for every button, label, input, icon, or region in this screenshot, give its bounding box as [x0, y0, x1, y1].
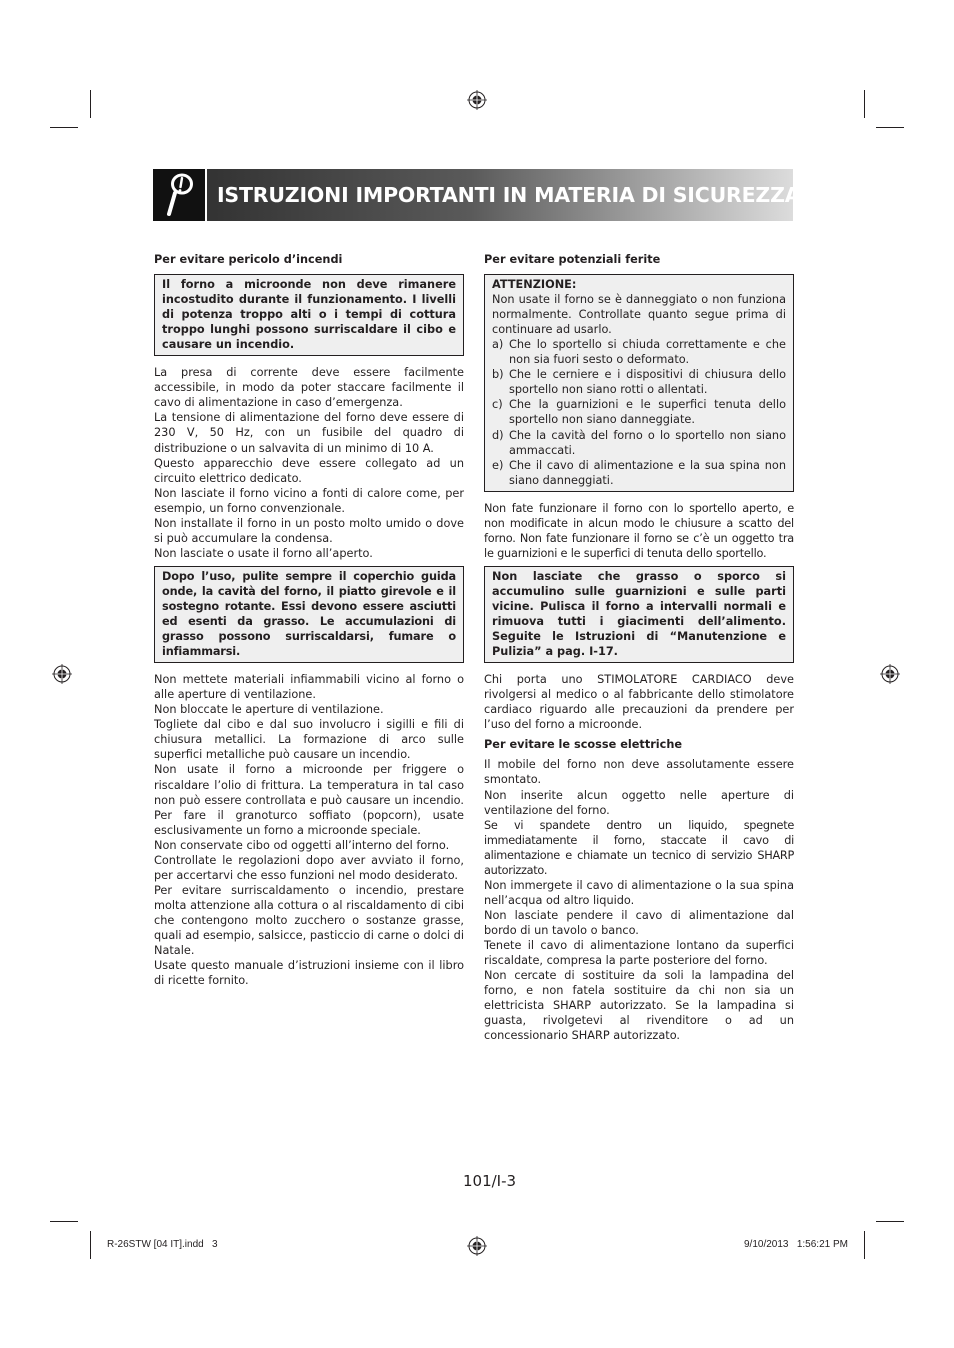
grease-warning-box	[484, 566, 794, 663]
registration-mark-icon	[880, 664, 900, 684]
cleaning-warning-box	[154, 566, 464, 663]
paragraph: Non conservate cibo od oggetti all’interno del forno.	[154, 838, 450, 852]
fire-warning-box	[154, 274, 464, 356]
electric-paragraphs	[484, 757, 794, 1043]
fire-paragraphs-2	[154, 672, 464, 988]
paragraph: Non cercate di sostituire da soli la lampadina del forno, e non fatela sostituire da chi non sia un elettricista SHARP autorizzato. Se la lampadina si guasta, rivolgetevi al rivenditore o ad un concessionario SHARP autorizzato.	[484, 969, 794, 1043]
cleaning-warning-text: Dopo l’uso, pulite sempre il coperchio guida onde, la cavità del forno, il piatto girevole e il sostegno rotante. Essi devono essere asciutti ed esenti da grasso. Le accumulazioni di grasso possono surriscaldarsi, fumare o infiammarsi.	[162, 569, 456, 659]
attention-box	[484, 274, 794, 492]
header-icon-box	[153, 169, 205, 221]
crop-mark	[50, 1221, 78, 1222]
attention-list	[492, 337, 786, 487]
paragraph: La tensione di alimentazione del forno deve essere di 230 V, 50 Hz, con un fusibile del quadro di distribuzione o un salvavita di un minimo di 10 A.	[154, 411, 464, 455]
list-item: e) Che il cavo di alimentazione e la sua spina non siano danneggiati.	[492, 458, 786, 487]
registration-mark-icon	[467, 90, 487, 110]
right-column	[484, 252, 794, 1043]
left-column	[154, 252, 464, 988]
paragraph: Non lasciate il forno vicino a fonti di calore come, per esempio, un forno convenzionale.	[154, 486, 464, 515]
crop-mark	[50, 127, 78, 128]
attention-intro: Non usate il forno se è danneggiato o non funziona normalmente. Controllate quanto segue prima di continuare ad usarlo.	[492, 293, 786, 337]
paragraph: Togliete dal cibo e dal suo involucro i sigilli e fili di chiusura metallici. La formazione di arco sulle superfici metalliche può causare un incendio.	[154, 718, 464, 762]
crop-mark	[90, 90, 91, 118]
paragraph: Chi porta uno STIMOLATORE CARDIACO deve rivolgersi al medico o al fabbricante dello stimolatore cardiaco riguardo alle precauzioni da prendere per l’uso del forno a microonde.	[484, 673, 794, 732]
attention-title: ATTENZIONE:	[492, 278, 577, 292]
registration-mark-icon	[467, 1236, 487, 1256]
paragraph: Non bloccate le aperture di ventilazione.	[154, 703, 384, 717]
paragraph: La presa di corrente deve essere facilmente accessibile, in modo da poter staccare facilmente il cavo di alimentazione in caso d’emergenza.	[154, 366, 464, 410]
paragraph: Non lasciate o usate il forno all’aperto.	[154, 546, 373, 560]
print-slug-date: 9/10/2013 1:56:21 PM	[744, 1239, 848, 1250]
fire-warning-text: Il forno a microonde non deve rimanere incostudito durante il funzionamento. I livelli di potenza troppo alti o i tempi di cottura troppo lunghi possono surriscaldare il cibo e causare un incendio.	[162, 278, 456, 352]
section-title-fire: Per evitare pericolo d’incendi	[154, 253, 343, 266]
crop-mark	[864, 1231, 865, 1259]
paragraph: Se vi spandete dentro un liquido, spegnete immediatamente il forno, staccate il cavo di alimentazione e chiamate un tecnico di servizio SHARP autorizzato.	[484, 818, 794, 877]
crop-mark	[864, 90, 865, 118]
section-title-injury: Per evitare potenziali ferite	[484, 253, 661, 266]
paragraph: Questo apparecchio deve essere collegato ad un circuito elettrico dedicato.	[154, 456, 464, 485]
paragraph: Il mobile del forno non deve assolutamente essere smontato.	[484, 758, 794, 787]
magnifier-warning-icon	[164, 172, 194, 218]
paragraph: Non inserite alcun oggetto nelle aperture di ventilazione del forno.	[484, 788, 794, 817]
list-item: a) Che lo sportello si chiuda correttamente e che non sia fuori sesto o deformato.	[492, 338, 786, 367]
grease-warning-text: Non lasciate che grasso o sporco si accumulino sulle guarnizioni e sulle parti vicine. Pulisca il forno a intervalli normali e rimuova tutti i giacimenti dell’alimento. Seguite le Istruzioni di “Manutenzione e Pulizia” a pag. I-17.	[492, 569, 786, 659]
registration-mark-icon	[52, 664, 72, 684]
list-item: c) Che la guarnizioni e le superfici tenuta dello sportello non siano danneggiate.	[492, 398, 786, 427]
fire-paragraphs	[154, 365, 464, 561]
paragraph: Usate questo manuale d’istruzioni insieme con il libro di ricette fornito.	[154, 959, 464, 988]
paragraph: Tenete il cavo di alimentazione lontano da superfici riscaldate, compresa la parte posteriore del forno.	[484, 938, 794, 968]
header-band	[207, 169, 801, 221]
paragraph: Non lasciate pendere il cavo di alimentazione dal bordo di un tavolo o banco.	[484, 908, 794, 937]
paragraph: Non mettete materiali infiammabili vicino al forno o alle aperture di ventilazione.	[154, 673, 464, 702]
list-item: b) Che le cerniere e i dispositivi di chiusura dello sportello non siano rotti o allentati.	[492, 368, 786, 397]
paragraph: Controllate le regolazioni dopo aver avviato il forno, per accertarvi che esso funzioni nel modo desiderato.	[154, 853, 464, 882]
crop-mark	[876, 1221, 904, 1222]
section-title-electric: Per evitare le scosse elettriche	[484, 738, 683, 752]
paragraph: Non installate il forno in un posto molto umido o dove si può accumulare la condensa.	[154, 516, 464, 545]
paragraph: Per evitare surriscaldamento o incendio, prestare molta attenzione alla cottura o al riscaldamento di cibi che contengono molto zucchero o sostanze grasse, quali ad esempio, salsicce, pasticcio di carne o dolci di Natale.	[154, 883, 464, 958]
paragraph: Non immergete il cavo di alimentazione o la sua spina nell’acqua od altro liquido.	[484, 878, 794, 907]
crop-mark	[876, 127, 904, 128]
paragraph: Non fate funzionare il forno con lo sportello aperto, e non modificate in alcun modo le chiusure a scatto del forno. Non fate funzionare il forno se c’è un oggetto tra le guarnizioni e le superfici di tenuta dello sportello.	[484, 501, 794, 560]
print-slug-file: R-26STW [04 IT].indd 3	[107, 1239, 218, 1250]
list-item: d) Che la cavità del forno o lo sportello non siano ammaccati.	[492, 428, 786, 457]
page-title: ISTRUZIONI IMPORTANTI IN MATERIA DI SICUREZZA	[217, 183, 801, 207]
paragraph: Non usate il forno a microonde per friggere o riscaldare l’olio di frittura. La temperatura in tal caso non può essere controllata e può causare un incendio. Per fare il granoturco soffiato (popcorn), usate esclusivamente un forno a microonde speciale.	[154, 763, 464, 837]
page-number: 101/I-3	[463, 1172, 517, 1190]
crop-mark	[90, 1231, 91, 1259]
